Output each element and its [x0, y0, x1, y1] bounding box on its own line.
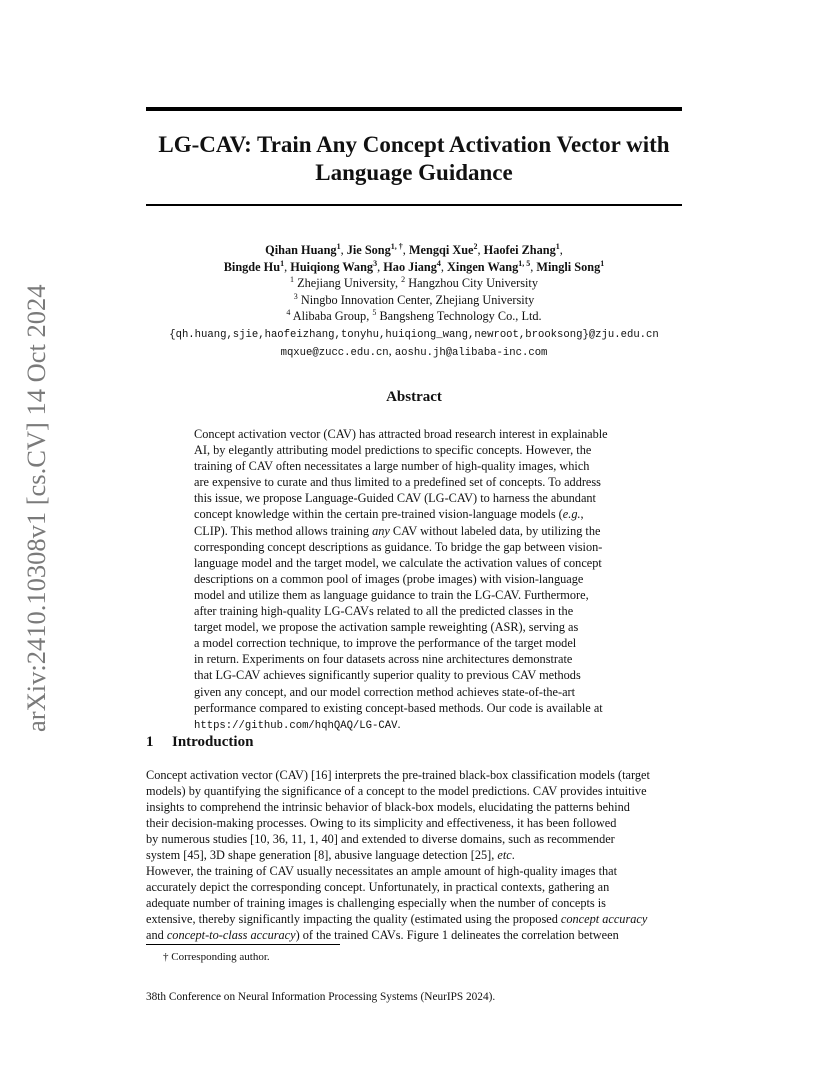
author-name: Haofei Zhang — [483, 243, 556, 257]
section-title: Introduction — [172, 734, 254, 750]
author-name: Mingli Song — [536, 259, 601, 274]
affiliation-sup: 1 — [290, 274, 294, 284]
affiliation-line-2 — [146, 292, 682, 309]
abstract-line: given any concept, and our model correction method achieves state-of-the-art — [194, 684, 576, 699]
body-line: insights to comprehend the intrinsic behavior of black-box models, elucidating the patterns behind — [146, 800, 630, 815]
author-sup: 1 — [555, 241, 560, 251]
text-run: . — [397, 716, 401, 731]
abstract-heading: Abstract — [386, 389, 442, 405]
affiliation: Bangsheng Technology Co., Ltd. — [379, 309, 542, 323]
author-block — [146, 242, 682, 362]
text-run: and — [146, 928, 167, 943]
author-name: Mengqi Xue — [408, 243, 474, 257]
abstract-line: Concept activation vector (CAV) has attracted broad research interest in explainable — [194, 427, 608, 441]
text-run-italic: concept-to-class accuracy — [166, 928, 296, 943]
footnote: † Corresponding author. — [163, 951, 270, 963]
affiliation: Zhejiang University, — [297, 276, 399, 290]
affiliation: Hangzhou City University — [408, 276, 538, 290]
abstract-line: model and utilize them as language guidance to train the LG-CAV. Furthermore, — [194, 587, 589, 602]
abstract-line: a model correction technique, to improve the performance of the target model — [194, 636, 577, 651]
email: mqxue@zucc.edu.cn — [280, 347, 389, 359]
email-separator: , — [388, 344, 395, 358]
text-run-italic: any — [372, 523, 390, 538]
body-line — [146, 847, 683, 863]
abstract-line — [194, 506, 634, 522]
affiliation: Ningbo Innovation Center, Zhejiang University — [300, 292, 535, 307]
author-line-1: Qihan Huang$^1$, Jie Song$^{1, \dagger}$, Mengqi Xue$^2$, Haofei Zhang$^1$, — [265, 241, 563, 257]
abstract-line: language model and the target model, we calculate the activation values of concept — [194, 555, 602, 570]
email-line-1 — [146, 325, 682, 344]
text-run: CLIP). This method allows training — [194, 523, 373, 538]
text-run: , — [580, 507, 584, 522]
text-run: system [45], 3D shape generation [8], abusive language detection [25], — [146, 848, 498, 863]
abstract-line: are expensive to curate and thus limited to a predefined set of concepts. To address — [194, 475, 601, 490]
email-line-2 — [146, 343, 682, 362]
author-sup: 4 — [436, 258, 441, 268]
author-line-2: Bingde Hu$^1$, Huiqiong Wang$^3$, Hao Jiang$^4$, Xingen Wang$^{1, 5}$, Mingli Song$^1$ — [223, 258, 605, 274]
email: aoshu.jh@alibaba-inc.com — [394, 347, 548, 359]
title-bottom-rule — [146, 204, 682, 206]
body-line — [146, 911, 683, 927]
body-line: their decision-making processes. Owing to its simplicity and effectiveness, it has been followed — [146, 816, 617, 831]
author-name: Jie Song — [346, 243, 391, 257]
section-heading — [146, 734, 253, 751]
author-name: Bingde Hu — [223, 259, 281, 274]
abstract-line: performance compared to existing concept-based methods. Our code is available at — [194, 700, 603, 715]
body-line: models) by quantifying the significance of a concept to the model predictions. CAV provides intuitive — [146, 784, 647, 799]
author-name: Xingen Wang — [447, 259, 519, 274]
text-run: concept knowledge within the certain pre-trained vision-language models ( — [194, 507, 563, 522]
author-name: Qihan Huang — [265, 243, 337, 257]
text-run: extensive, thereby significantly impacting the quality (estimated using the proposed — [146, 912, 561, 927]
title-line-1: LG-CAV: Train Any Concept Activation Vector with — [158, 132, 670, 157]
text-run-italic: concept accuracy — [560, 912, 648, 927]
affiliation-sup: 5 — [372, 307, 377, 317]
text-run-italic: etc — [497, 848, 512, 863]
affiliation-line-1 — [146, 275, 682, 292]
text-run: . — [511, 848, 515, 863]
author-sup: 1, † — [390, 241, 403, 251]
body-line: accurately depict the corresponding concept. Unfortunately, in practical contexts, gathering an — [146, 880, 610, 895]
abstract-line — [194, 523, 634, 539]
author-sup: 1 — [280, 258, 285, 268]
author-sup: 2 — [473, 241, 478, 251]
body-line: However, the training of CAV usually necessitates an ample amount of high-quality images that — [146, 864, 618, 878]
text-run: ) of the trained CAVs. Figure 1 delineates the correlation between — [295, 928, 619, 943]
abstract-text — [194, 426, 634, 734]
paper-title — [146, 131, 682, 187]
title-top-rule — [146, 107, 682, 111]
intro-paragraph-1 — [146, 767, 683, 864]
body-line — [146, 927, 683, 943]
title-line-2: Language Guidance — [315, 160, 513, 185]
affiliation-line-3 — [146, 308, 682, 325]
author-sup: 1, 5 — [518, 258, 531, 268]
affiliation-sup: 2 — [401, 274, 406, 284]
footnote-rule — [146, 944, 340, 945]
body-line: adequate number of training images is challenging especially when the number of concepts is — [146, 896, 606, 911]
body-line: Concept activation vector (CAV) [16] interprets the pre-trained black-box classification models (target — [146, 768, 650, 782]
abstract-line: that LG-CAV achieves significantly superior quality to previous CAV methods — [194, 668, 581, 683]
abstract-line — [194, 716, 634, 734]
abstract-line: after training high-quality LG-CAVs related to all the predicted classes in the — [194, 604, 574, 619]
author-sup: 1 — [600, 258, 605, 268]
author-name: Hao Jiang — [383, 259, 437, 274]
affiliation-sup: 4 — [286, 307, 291, 317]
conference-note: 38th Conference on Neural Information Processing Systems (NeurIPS 2024). — [146, 991, 496, 1003]
abstract-line: descriptions on a common pool of images (probe images) with vision-language — [194, 571, 584, 586]
author-sup: 1 — [336, 241, 341, 251]
author-sup: 3 — [373, 258, 378, 268]
abstract-line: target model, we propose the activation sample reweighting (ASR), serving as — [194, 620, 579, 635]
text-run-italic: e.g. — [562, 507, 581, 522]
abstract-line: in return. Experiments on four datasets across nine architectures demonstrate — [194, 652, 573, 667]
arxiv-stamp: arXiv:2410.10308v1 [cs.CV] 14 Oct 2024 — [21, 284, 51, 732]
email-list: {qh.huang,sjie,haofeizhang,tonyhu,huiqiong_wang,newroot,brooksong}@zju.edu.cn — [169, 328, 659, 341]
author-name: Huiqiong Wang — [290, 259, 374, 274]
abstract-line: AI, by elegantly attributing model predictions to specific concepts. However, the — [194, 443, 592, 458]
intro-paragraph-2 — [146, 863, 683, 943]
abstract-line: training of CAV often necessitates a large number of high-quality images, which — [194, 459, 590, 474]
affiliation: Alibaba Group, — [292, 309, 370, 323]
section-number: 1 — [146, 734, 154, 750]
affiliation-sup: 3 — [293, 291, 298, 301]
body-line: by numerous studies [10, 36, 11, 1, 40] and extended to diverse domains, such as recommender — [146, 832, 615, 847]
code-url[interactable]: https://github.com/hqhQAQ/LG-CAV — [194, 719, 398, 732]
abstract-line: this issue, we propose Language-Guided CAV (LG-CAV) to harness the abundant — [194, 491, 596, 506]
abstract-line: corresponding concept descriptions as guidance. To bridge the gap between vision- — [194, 539, 603, 554]
text-run: CAV without labeled data, by utilizing the — [389, 523, 601, 538]
